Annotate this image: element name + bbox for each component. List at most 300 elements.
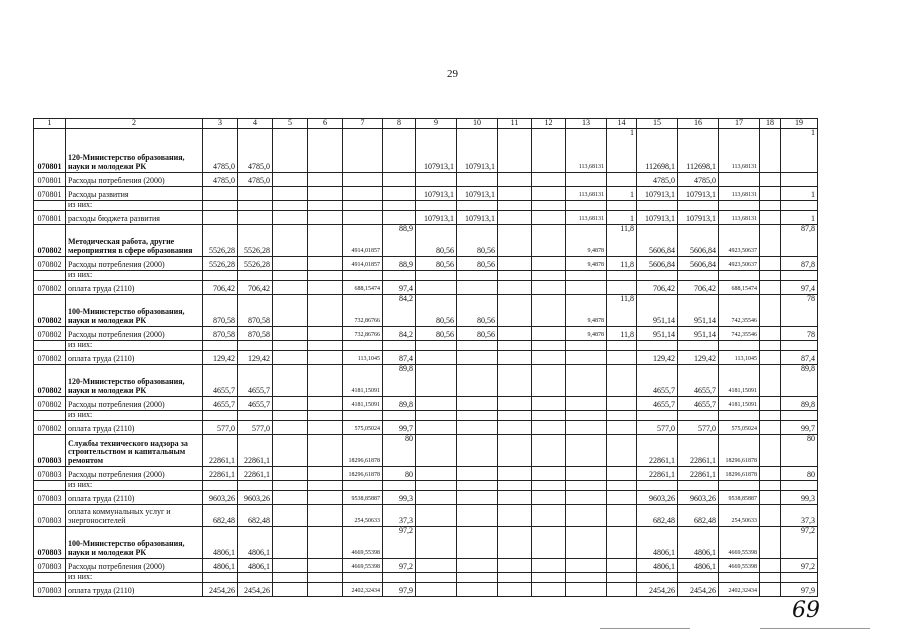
value-cell xyxy=(566,480,607,490)
value-cell: 2402,32434 xyxy=(719,582,760,596)
value-cell: 4914,01857 xyxy=(343,256,383,270)
value-cell: 951,14 xyxy=(637,294,678,326)
value-cell: 80,56 xyxy=(457,326,498,340)
value-cell: 4181,15091 xyxy=(343,396,383,410)
value-cell: 18296,61878 xyxy=(343,466,383,480)
code-cell: 070802 xyxy=(34,294,66,326)
value-cell xyxy=(308,582,343,596)
value-cell xyxy=(308,504,343,526)
value-cell: 107913,1 xyxy=(457,186,498,200)
value-cell: 9538,85887 xyxy=(719,490,760,504)
value-cell: 2454,26 xyxy=(637,582,678,596)
value-cell xyxy=(273,420,308,434)
value-cell xyxy=(238,210,273,224)
table-row xyxy=(34,172,818,186)
value-cell xyxy=(760,364,781,396)
value-cell xyxy=(383,200,416,210)
table-row xyxy=(34,256,818,270)
value-cell xyxy=(416,270,457,280)
column-header: 18 xyxy=(760,119,781,129)
value-cell: 11,8 xyxy=(607,224,637,256)
value-cell: 97,9 xyxy=(781,582,818,596)
value-cell xyxy=(203,186,238,200)
value-cell xyxy=(273,128,308,172)
value-cell xyxy=(760,224,781,256)
value-cell xyxy=(607,200,637,210)
code-cell: 070801 xyxy=(34,128,66,172)
table-row xyxy=(34,210,818,224)
value-cell: 97,2 xyxy=(781,558,818,572)
value-cell xyxy=(760,128,781,172)
value-cell xyxy=(498,172,532,186)
value-cell xyxy=(678,270,719,280)
value-cell: 4785,0 xyxy=(637,172,678,186)
value-cell: 4669,55398 xyxy=(719,558,760,572)
value-cell xyxy=(678,410,719,420)
value-cell: 575,05024 xyxy=(719,420,760,434)
value-cell xyxy=(457,280,498,294)
value-cell xyxy=(607,270,637,280)
value-cell xyxy=(343,340,383,350)
value-cell xyxy=(566,558,607,572)
value-cell: 682,48 xyxy=(678,504,719,526)
value-cell xyxy=(457,396,498,410)
value-cell xyxy=(416,200,457,210)
value-cell: 5606,84 xyxy=(637,256,678,270)
value-cell xyxy=(238,410,273,420)
table-row xyxy=(34,420,818,434)
value-cell xyxy=(498,396,532,410)
value-cell: 4655,7 xyxy=(678,396,719,410)
value-cell: 870,58 xyxy=(203,294,238,326)
value-cell: 11,8 xyxy=(607,294,637,326)
value-cell xyxy=(498,526,532,558)
column-header: 12 xyxy=(532,119,566,129)
value-cell: 2454,26 xyxy=(238,582,273,596)
value-cell: 113,68131 xyxy=(719,186,760,200)
value-cell: 4785,0 xyxy=(203,172,238,186)
value-cell: 87,4 xyxy=(383,350,416,364)
value-cell xyxy=(383,210,416,224)
value-cell xyxy=(760,466,781,480)
value-cell xyxy=(760,186,781,200)
name-cell: Расходы потребления (2000) xyxy=(66,326,203,340)
value-cell: 9603,26 xyxy=(238,490,273,504)
code-cell: 070803 xyxy=(34,504,66,526)
value-cell xyxy=(457,420,498,434)
value-cell: 4785,0 xyxy=(238,128,273,172)
value-cell: 1 xyxy=(781,210,818,224)
value-cell: 80,56 xyxy=(457,294,498,326)
value-cell xyxy=(532,350,566,364)
value-cell: 80 xyxy=(781,466,818,480)
value-cell: 97,9 xyxy=(383,582,416,596)
table-row xyxy=(34,224,818,256)
value-cell: 870,58 xyxy=(203,326,238,340)
value-cell xyxy=(760,396,781,410)
column-header: 9 xyxy=(416,119,457,129)
value-cell: 97,4 xyxy=(383,280,416,294)
column-header: 5 xyxy=(273,119,308,129)
value-cell xyxy=(273,340,308,350)
value-cell: 107913,1 xyxy=(416,186,457,200)
value-cell: 129,42 xyxy=(637,350,678,364)
value-cell xyxy=(498,224,532,256)
value-cell: 99,7 xyxy=(781,420,818,434)
value-cell: 113,68131 xyxy=(566,210,607,224)
value-cell: 682,48 xyxy=(238,504,273,526)
value-cell xyxy=(383,340,416,350)
value-cell: 78 xyxy=(781,294,818,326)
value-cell: 4669,55398 xyxy=(343,558,383,572)
value-cell xyxy=(637,200,678,210)
value-cell xyxy=(498,200,532,210)
code-cell: 070803 xyxy=(34,490,66,504)
value-cell xyxy=(637,340,678,350)
value-cell: 5526,28 xyxy=(238,256,273,270)
value-cell: 113,1045 xyxy=(343,350,383,364)
table-row xyxy=(34,280,818,294)
value-cell xyxy=(498,420,532,434)
name-cell: оплата коммунальных услуг и энергоносителей xyxy=(66,504,203,526)
name-cell: из них: xyxy=(66,340,203,350)
value-cell: 4669,55398 xyxy=(343,526,383,558)
value-cell xyxy=(273,480,308,490)
value-cell xyxy=(566,582,607,596)
value-cell: 129,42 xyxy=(203,350,238,364)
value-cell xyxy=(203,340,238,350)
value-cell xyxy=(760,270,781,280)
name-cell: Расходы потребления (2000) xyxy=(66,256,203,270)
value-cell: 107913,1 xyxy=(416,210,457,224)
value-cell xyxy=(273,558,308,572)
table-row xyxy=(34,186,818,200)
name-cell: 120-Министерство образования, науки и молодежи РК xyxy=(66,364,203,396)
code-cell xyxy=(34,480,66,490)
code-cell xyxy=(34,410,66,420)
value-cell xyxy=(308,558,343,572)
value-cell: 870,58 xyxy=(238,294,273,326)
value-cell xyxy=(781,172,818,186)
value-cell: 577,0 xyxy=(678,420,719,434)
value-cell: 9603,26 xyxy=(678,490,719,504)
code-cell: 070803 xyxy=(34,582,66,596)
value-cell: 4785,0 xyxy=(203,128,238,172)
value-cell xyxy=(760,582,781,596)
column-header: 1 xyxy=(34,119,66,129)
value-cell xyxy=(760,480,781,490)
value-cell xyxy=(308,340,343,350)
value-cell xyxy=(273,364,308,396)
value-cell xyxy=(607,340,637,350)
value-cell: 22861,1 xyxy=(637,434,678,466)
value-cell xyxy=(760,350,781,364)
value-cell xyxy=(416,526,457,558)
value-cell xyxy=(498,186,532,200)
value-cell xyxy=(416,504,457,526)
value-cell: 84,2 xyxy=(383,294,416,326)
value-cell xyxy=(532,294,566,326)
value-cell: 88,9 xyxy=(383,256,416,270)
value-cell xyxy=(781,480,818,490)
value-cell xyxy=(308,480,343,490)
value-cell xyxy=(678,340,719,350)
value-cell: 129,42 xyxy=(678,350,719,364)
value-cell xyxy=(416,396,457,410)
value-cell xyxy=(203,410,238,420)
value-cell xyxy=(607,410,637,420)
value-cell: 87,4 xyxy=(781,350,818,364)
value-cell xyxy=(781,340,818,350)
value-cell xyxy=(607,466,637,480)
value-cell: 9603,26 xyxy=(637,490,678,504)
value-cell xyxy=(203,480,238,490)
column-header: 7 xyxy=(343,119,383,129)
value-cell: 37,3 xyxy=(781,504,818,526)
value-cell xyxy=(532,270,566,280)
name-cell: Расходы развития xyxy=(66,186,203,200)
value-cell xyxy=(678,480,719,490)
value-cell: 22861,1 xyxy=(203,434,238,466)
value-cell xyxy=(760,420,781,434)
value-cell: 99,3 xyxy=(383,490,416,504)
column-header: 6 xyxy=(308,119,343,129)
value-cell: 5526,28 xyxy=(203,224,238,256)
value-cell xyxy=(308,420,343,434)
value-cell xyxy=(607,396,637,410)
value-cell xyxy=(273,410,308,420)
value-cell xyxy=(457,558,498,572)
value-cell: 4806,1 xyxy=(678,558,719,572)
value-cell: 107913,1 xyxy=(637,186,678,200)
value-cell xyxy=(457,364,498,396)
code-cell: 070802 xyxy=(34,350,66,364)
value-cell xyxy=(498,364,532,396)
value-cell: 87,8 xyxy=(781,224,818,256)
value-cell xyxy=(273,396,308,410)
value-cell xyxy=(343,410,383,420)
value-cell: 732,86766 xyxy=(343,294,383,326)
value-cell xyxy=(566,172,607,186)
value-cell: 9,4878 xyxy=(566,224,607,256)
table-row xyxy=(34,326,818,340)
value-cell xyxy=(308,280,343,294)
value-cell xyxy=(308,186,343,200)
value-cell xyxy=(760,490,781,504)
value-cell: 107913,1 xyxy=(678,210,719,224)
value-cell: 4914,01857 xyxy=(343,224,383,256)
value-cell: 1 xyxy=(607,210,637,224)
value-cell: 4923,50637 xyxy=(719,256,760,270)
column-header: 3 xyxy=(203,119,238,129)
value-cell: 18296,61878 xyxy=(719,466,760,480)
value-cell xyxy=(532,200,566,210)
value-cell xyxy=(383,172,416,186)
value-cell xyxy=(781,572,818,582)
value-cell: 682,48 xyxy=(637,504,678,526)
column-header: 4 xyxy=(238,119,273,129)
value-cell xyxy=(532,582,566,596)
value-cell xyxy=(678,200,719,210)
value-cell: 951,14 xyxy=(678,326,719,340)
name-cell: оплата труда (2110) xyxy=(66,280,203,294)
value-cell xyxy=(607,280,637,294)
value-cell: 22861,1 xyxy=(203,466,238,480)
value-cell: 4181,15091 xyxy=(343,364,383,396)
value-cell xyxy=(607,558,637,572)
value-cell xyxy=(238,340,273,350)
value-cell: 706,42 xyxy=(203,280,238,294)
value-cell xyxy=(308,210,343,224)
table-row xyxy=(34,504,818,526)
value-cell xyxy=(607,490,637,504)
value-cell: 4806,1 xyxy=(637,526,678,558)
value-cell xyxy=(566,572,607,582)
value-cell: 870,58 xyxy=(238,326,273,340)
value-cell xyxy=(566,420,607,434)
value-cell xyxy=(457,270,498,280)
name-cell: Расходы потребления (2000) xyxy=(66,466,203,480)
value-cell: 577,0 xyxy=(637,420,678,434)
value-cell xyxy=(416,480,457,490)
value-cell xyxy=(607,172,637,186)
name-cell: расходы бюджета развития xyxy=(66,210,203,224)
code-cell: 070802 xyxy=(34,420,66,434)
value-cell: 5606,84 xyxy=(637,224,678,256)
value-cell: 107913,1 xyxy=(637,210,678,224)
value-cell: 80,56 xyxy=(416,294,457,326)
value-cell xyxy=(457,526,498,558)
code-cell xyxy=(34,572,66,582)
value-cell xyxy=(498,270,532,280)
value-cell xyxy=(760,280,781,294)
value-cell xyxy=(416,420,457,434)
value-cell xyxy=(308,200,343,210)
value-cell: 112698,1 xyxy=(678,128,719,172)
table-row xyxy=(34,526,818,558)
value-cell xyxy=(532,364,566,396)
value-cell xyxy=(238,186,273,200)
value-cell: 99,7 xyxy=(383,420,416,434)
value-cell xyxy=(498,280,532,294)
value-cell xyxy=(457,434,498,466)
value-cell xyxy=(532,210,566,224)
value-cell: 254,50633 xyxy=(719,504,760,526)
value-cell xyxy=(416,490,457,504)
value-cell xyxy=(457,200,498,210)
value-cell: 107913,1 xyxy=(416,128,457,172)
table-row xyxy=(34,410,818,420)
value-cell xyxy=(781,410,818,420)
value-cell xyxy=(607,364,637,396)
value-cell xyxy=(308,172,343,186)
value-cell xyxy=(273,434,308,466)
value-cell xyxy=(498,210,532,224)
value-cell: 1 xyxy=(781,186,818,200)
value-cell xyxy=(273,572,308,582)
value-cell xyxy=(308,128,343,172)
value-cell xyxy=(760,340,781,350)
value-cell xyxy=(343,270,383,280)
value-cell xyxy=(781,270,818,280)
value-cell: 9,4878 xyxy=(566,294,607,326)
column-header: 14 xyxy=(607,119,637,129)
value-cell: 1 xyxy=(607,186,637,200)
value-cell: 4181,15091 xyxy=(719,396,760,410)
value-cell xyxy=(532,558,566,572)
value-cell xyxy=(498,504,532,526)
value-cell xyxy=(760,326,781,340)
value-cell xyxy=(273,466,308,480)
value-cell xyxy=(566,350,607,364)
column-header: 8 xyxy=(383,119,416,129)
name-cell: из них: xyxy=(66,270,203,280)
name-cell: оплата труда (2110) xyxy=(66,490,203,504)
page-number: 29 xyxy=(447,68,458,80)
value-cell xyxy=(343,172,383,186)
value-cell xyxy=(532,420,566,434)
name-cell: Расходы потребления (2000) xyxy=(66,172,203,186)
value-cell xyxy=(498,350,532,364)
value-cell xyxy=(760,294,781,326)
value-cell xyxy=(416,434,457,466)
value-cell: 113,1045 xyxy=(719,350,760,364)
value-cell xyxy=(308,326,343,340)
value-cell: 18296,61878 xyxy=(343,434,383,466)
value-cell xyxy=(532,490,566,504)
value-cell xyxy=(566,434,607,466)
value-cell: 78 xyxy=(781,326,818,340)
value-cell xyxy=(308,490,343,504)
value-cell xyxy=(308,466,343,480)
value-cell xyxy=(273,490,308,504)
value-cell: 97,2 xyxy=(383,558,416,572)
code-cell: 070802 xyxy=(34,396,66,410)
value-cell xyxy=(532,504,566,526)
value-cell xyxy=(308,364,343,396)
value-cell xyxy=(637,270,678,280)
value-cell xyxy=(273,200,308,210)
code-cell: 070801 xyxy=(34,186,66,200)
value-cell xyxy=(719,340,760,350)
value-cell: 4655,7 xyxy=(238,396,273,410)
value-cell xyxy=(498,340,532,350)
code-cell: 070802 xyxy=(34,256,66,270)
column-header: 17 xyxy=(719,119,760,129)
value-cell: 742,35546 xyxy=(719,294,760,326)
value-cell: 4655,7 xyxy=(238,364,273,396)
value-cell: 22861,1 xyxy=(637,466,678,480)
code-cell: 070801 xyxy=(34,172,66,186)
value-cell xyxy=(343,480,383,490)
value-cell: 4785,0 xyxy=(678,172,719,186)
value-cell xyxy=(457,340,498,350)
value-cell: 22861,1 xyxy=(238,466,273,480)
name-cell: 120-Министерство образования, науки и молодежи РК xyxy=(66,128,203,172)
value-cell xyxy=(760,504,781,526)
value-cell xyxy=(273,350,308,364)
code-cell: 070801 xyxy=(34,210,66,224)
value-cell: 129,42 xyxy=(238,350,273,364)
value-cell xyxy=(607,350,637,364)
value-cell: 18296,61878 xyxy=(719,434,760,466)
value-cell xyxy=(607,572,637,582)
name-cell: Службы технического надзора за строительством и капитальным ремонтом xyxy=(66,434,203,466)
value-cell xyxy=(532,256,566,270)
code-cell: 070803 xyxy=(34,558,66,572)
value-cell xyxy=(308,350,343,364)
value-cell xyxy=(532,172,566,186)
